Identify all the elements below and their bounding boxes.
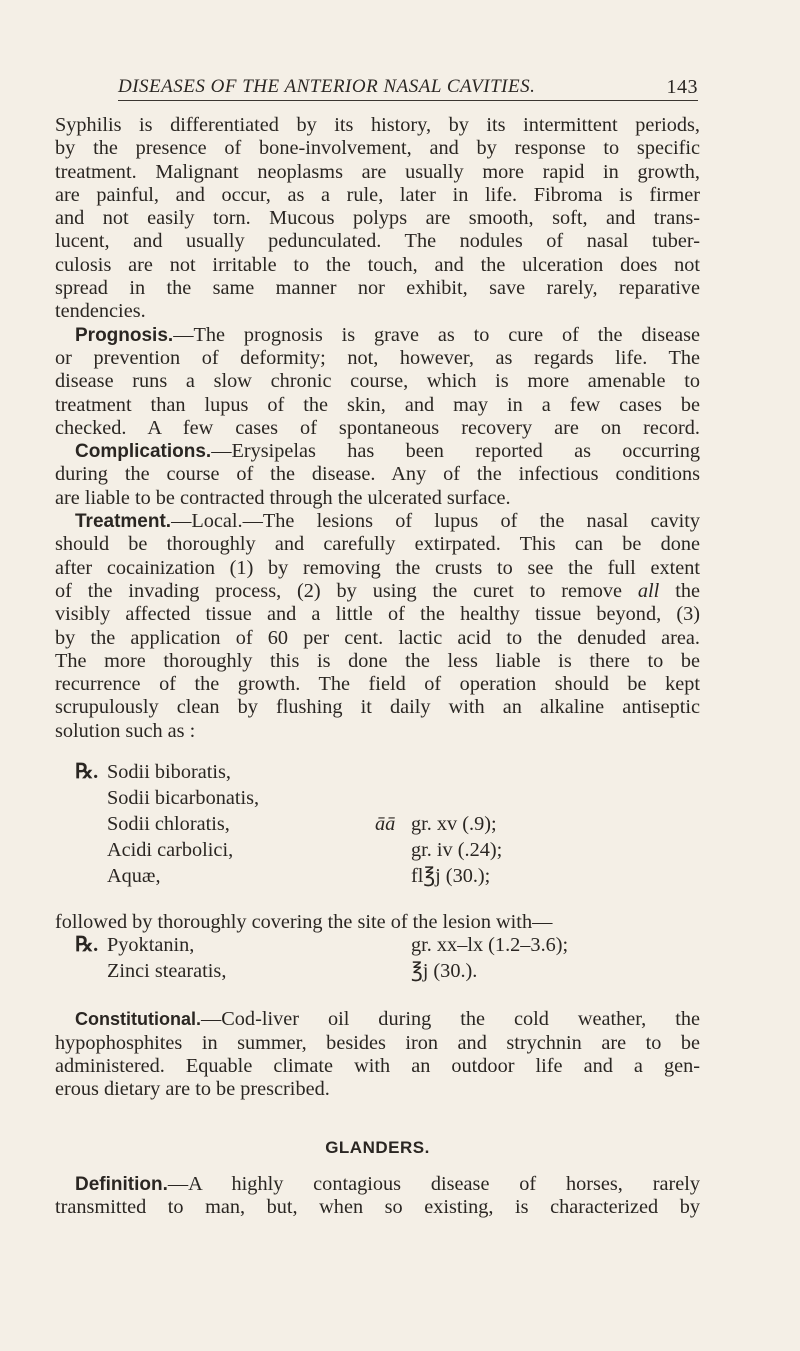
text-line: by the application of 60 per cent. lactic acid to the denuded area. [55, 626, 700, 649]
treatment-heading: Treatment. [75, 511, 172, 533]
text-line: hypophosphites in summer, besides iron and strychnin are to be [55, 1031, 700, 1054]
page-number: 143 [666, 76, 698, 98]
rx-row [55, 787, 700, 813]
prognosis-heading: Prognosis. [75, 324, 174, 346]
text-line: of the invading process, (2) by using the curet to remove all the [55, 579, 700, 602]
text-line: Prognosis.—The prognosis is grave as to cure of the disease [75, 323, 700, 346]
prognosis-section [55, 324, 700, 440]
rx-dose: gr. xx–lx (1.2–3.6); [411, 934, 569, 957]
rx-drug: Pyoktanin, [107, 934, 195, 957]
text-line: are liable to be contracted through the ulcerated surface. [55, 486, 511, 509]
text-line: transmitted to man, but, when so existing, is characterized by [55, 1196, 700, 1219]
differential-paragraph [55, 114, 700, 324]
emphasis-all: all [637, 579, 660, 602]
complications-heading: Complications. [75, 441, 212, 463]
text-line: spread in the same manner nor exhibit, save rarely, reparative [55, 277, 700, 300]
constitutional-heading: Constitutional. [75, 1009, 201, 1030]
prescription-1 [55, 761, 700, 891]
prescription-2 [55, 934, 700, 986]
text-line: Syphilis is differentiated by its history, by its intermittent periods, [55, 114, 700, 136]
rx-dose: gr. iv (.24); [411, 839, 503, 862]
rx-row [55, 960, 700, 986]
text-line: erous dietary are to be prescribed. [55, 1078, 330, 1101]
text-line: Treatment.—Local.—The lesions of lupus of the nasal cavity [75, 510, 700, 533]
text-line: solution such as : [55, 719, 196, 742]
glanders-section [55, 1136, 700, 1220]
rx-row [55, 761, 700, 787]
text-line: treatment. Malignant neoplasms are usually more rapid in growth, [55, 160, 700, 183]
header-rule [118, 100, 698, 101]
text-line: Complications.—Erysipelas has been reported as occurring [75, 440, 700, 463]
definition-heading: Definition. [75, 1173, 168, 1195]
section-title: GLANDERS. [325, 1137, 430, 1157]
text-line: should be thoroughly and carefully extirpated. This can be done [55, 533, 700, 556]
running-title: DISEASES OF THE ANTERIOR NASAL CAVITIES. [118, 76, 536, 97]
treatment-section [55, 510, 700, 743]
text-line: during the course of the disease. Any of the infectious conditions [55, 463, 700, 486]
text-line: The more thoroughly this is done the less liable is there to be [55, 649, 700, 672]
text-line: tendencies. [55, 300, 146, 323]
text-line: Definition.—A highly contagious disease of horses, rarely [75, 1172, 700, 1195]
complications-section [55, 440, 700, 510]
rx-row [55, 934, 700, 960]
text-line: visibly affected tissue and a little of the healthy tissue beyond, (3) [55, 603, 700, 626]
page-body [55, 114, 700, 1219]
text-line: culosis are not irritable to the touch, and the ulceration does not [55, 253, 700, 276]
rx-aa: āā [375, 813, 396, 836]
text-line: or prevention of deformity; not, however, as regards life. The [55, 346, 700, 369]
rx-symbol-icon: ℞. [75, 934, 99, 957]
rx-drug: Sodii biboratis, [107, 761, 231, 784]
text-line: and not easily torn. Mucous polyps are smooth, soft, and trans- [55, 207, 700, 230]
text-line: administered. Equable climate with an outdoor life and a gen- [55, 1054, 700, 1077]
rx-symbol-icon: ℞. [75, 761, 99, 784]
rx-drug: Aquæ, [107, 865, 161, 888]
text-line: treatment than lupus of the skin, and may in a few cases be [55, 393, 700, 416]
text-line: recurrence of the growth. The field of operation should be kept [55, 673, 700, 696]
rx-row [55, 865, 700, 891]
text-line: checked. A few cases of spontaneous recovery are on record. [55, 416, 700, 439]
rx-drug: Zinci stearatis, [107, 960, 227, 983]
text-line: after cocainization (1) by removing the crusts to see the full extent [55, 556, 700, 579]
rx-drug: Sodii chloratis, [107, 813, 230, 836]
text-line: disease runs a slow chronic course, which is more amenable to [55, 370, 700, 393]
rx-dose: fl℥j (30.); [411, 865, 491, 888]
rx-dose: ℥j (30.). [411, 960, 478, 983]
running-header [118, 76, 698, 98]
text-line: are painful, and occur, as a rule, later in life. Fibroma is firmer [55, 183, 700, 206]
text-line: by the presence of bone-involvement, and by response to specific [55, 137, 700, 160]
rx-row [55, 813, 700, 839]
text-line: Constitutional.—Cod-liver oil during the cold weather, the [75, 1008, 700, 1031]
constitutional-section [55, 1008, 700, 1101]
rx-dose: gr. xv (.9); [411, 813, 497, 836]
rx-drug: Sodii bicarbonatis, [107, 787, 260, 810]
rx-row [55, 839, 700, 865]
text-line: scrupulously clean by flushing it daily with an alkaline antiseptic [55, 696, 700, 719]
rx-drug: Acidi carbolici, [107, 839, 234, 862]
text-line: lucent, and usually pedunculated. The nodules of nasal tuber- [55, 230, 700, 253]
text-line: followed by thoroughly covering the site of the lesion with— [55, 911, 553, 934]
